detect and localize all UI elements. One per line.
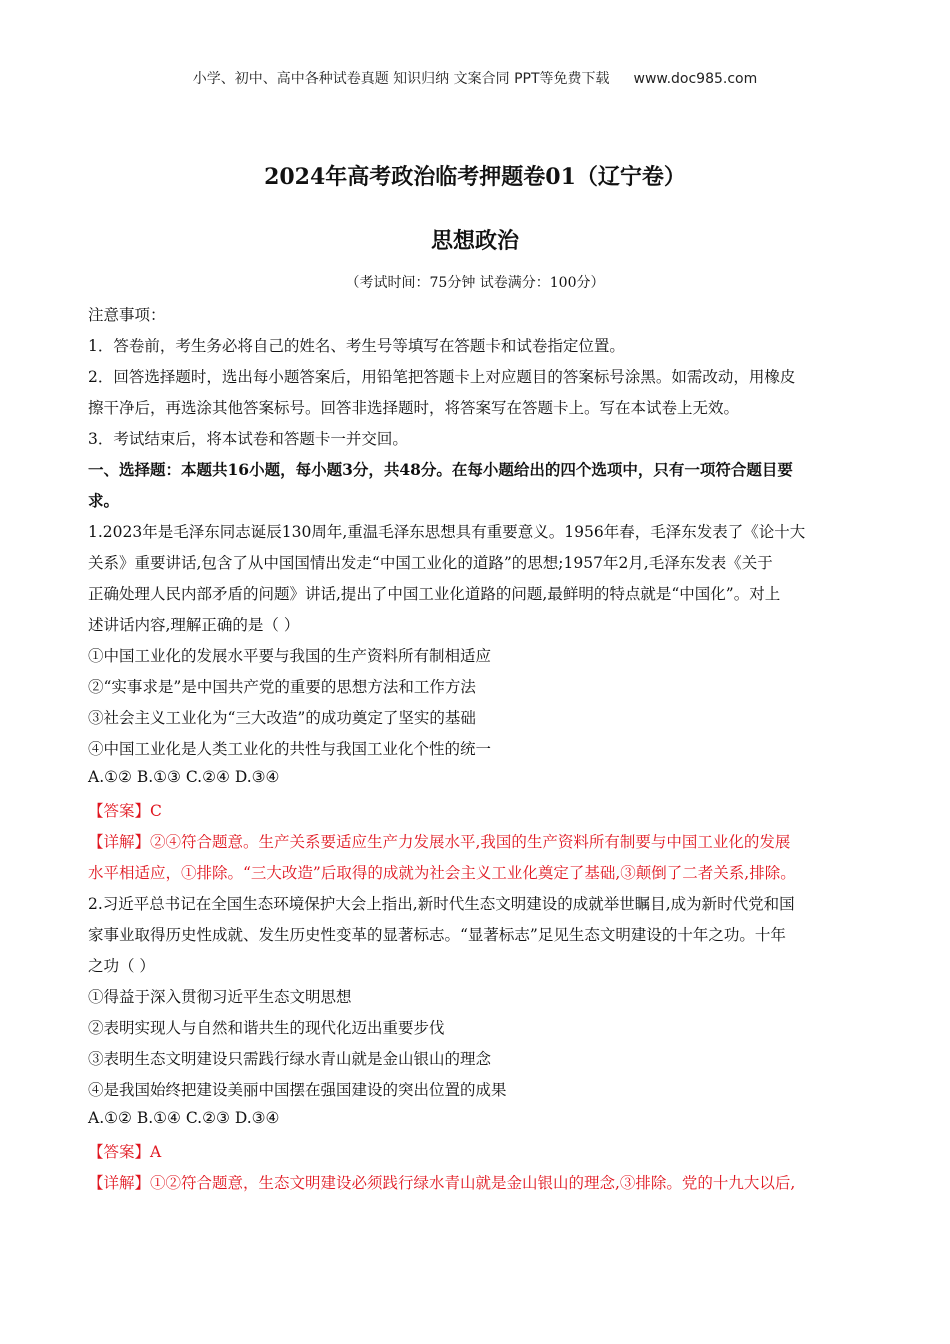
notes-heading: 注意事项：	[88, 306, 166, 324]
q1-option-2: ②“实事求是”是中国共产党的重要的思想方法和工作方法	[88, 678, 476, 696]
q1-stem-1: 1.2023年是毛泽东同志诞辰130周年,重温毛泽东思想具有重要意义。1956年春，毛泽东发表了《论十大	[88, 523, 806, 541]
q2-option-1: ①得益于深入贯彻习近平生态文明思想	[88, 988, 352, 1006]
exam-title: 2024年高考政治临考押题卷01（辽宁卷）	[264, 164, 686, 190]
q2-stem-1: 2.习近平总书记在全国生态环境保护大会上指出,新时代生态文明建设的成就举世瞩目,成为新时代党和国	[88, 895, 795, 913]
q2-choices: A.①② B.①④ C.②③ D.③④	[88, 1109, 280, 1127]
note-2b: 擦干净后，再选涂其他答案标号。回答非选择题时，将答案写在答题卡上。写在本试卷上无效。	[88, 399, 740, 417]
q1-answer: 【答案】C	[88, 802, 162, 820]
exam-info: （考试时间：75分钟 试卷满分：100分）	[345, 275, 605, 291]
q2-answer: 【答案】A	[88, 1143, 162, 1161]
q1-option-3: ③社会主义工业化为“三大改造”的成功奠定了坚实的基础	[88, 709, 476, 727]
q1-option-4: ④中国工业化是人类工业化的共性与我国工业化个性的统一	[88, 740, 492, 758]
header-text: 小学、初中、高中各种试卷真题 知识归纳 文案合同 PPT等免费下载	[192, 71, 610, 87]
section-heading-a: 一、选择题：本题共16小题，每小题3分，共48分。在每小题给出的四个选项中，只有一项符合题目要	[88, 460, 793, 479]
q2-option-2: ②表明实现人与自然和谐共生的现代化迈出重要步伐	[88, 1019, 445, 1037]
q1-option-1: ①中国工业化的发展水平要与我国的生产资料所有制相适应	[88, 647, 492, 665]
subject-title: 思想政治	[430, 228, 519, 254]
q1-explanation-2: 水平相适应，①排除。“三大改造”后取得的成就为社会主义工业化奠定了基础,③颠倒了二者关系,排除。	[88, 864, 796, 882]
header-url[interactable]: www.doc985.com	[633, 71, 758, 87]
q2-stem-3: 之功（ ）	[88, 957, 155, 975]
site-header	[0, 68, 950, 88]
note-1: 1．答卷前，考生务必将自己的姓名、考生号等填写在答题卡和试卷指定位置。	[88, 337, 625, 355]
q1-explanation-1: 【详解】②④符合题意。生产关系要适应生产力发展水平,我国的生产资料所有制要与中国工业化的发展	[88, 833, 791, 851]
note-2a: 2．回答选择题时，选出每小题答案后，用铅笔把答题卡上对应题目的答案标号涂黑。如需改动，用橡皮	[88, 368, 796, 386]
q1-stem-4: 述讲话内容,理解正确的是（ ）	[88, 616, 300, 634]
note-3: 3．考试结束后，将本试卷和答题卡一并交回。	[88, 430, 408, 448]
q1-choices: A.①② B.①③ C.②④ D.③④	[88, 768, 280, 786]
q2-explanation-1: 【详解】①②符合题意，生态文明建设必须践行绿水青山就是金山银山的理念,③排除。党的十九大以后,	[88, 1174, 796, 1192]
q2-stem-2: 家事业取得历史性成就、发生历史性变革的显著标志。“显著标志”足见生态文明建设的十年之功。十年	[88, 926, 786, 944]
section-heading-b: 求。	[88, 491, 120, 510]
q1-stem-2: 关系》重要讲话,包含了从中国国情出发走“中国工业化的道路”的思想;1957年2月,毛泽东发表《关于	[88, 554, 773, 572]
q2-option-4: ④是我国始终把建设美丽中国摆在强国建设的突出位置的成果	[88, 1081, 507, 1099]
q2-option-3: ③表明生态文明建设只需践行绿水青山就是金山银山的理念	[88, 1050, 492, 1068]
q1-stem-3: 正确处理人民内部矛盾的问题》讲话,提出了中国工业化道路的问题,最鲜明的特点就是“中国化”。对上	[88, 585, 781, 603]
